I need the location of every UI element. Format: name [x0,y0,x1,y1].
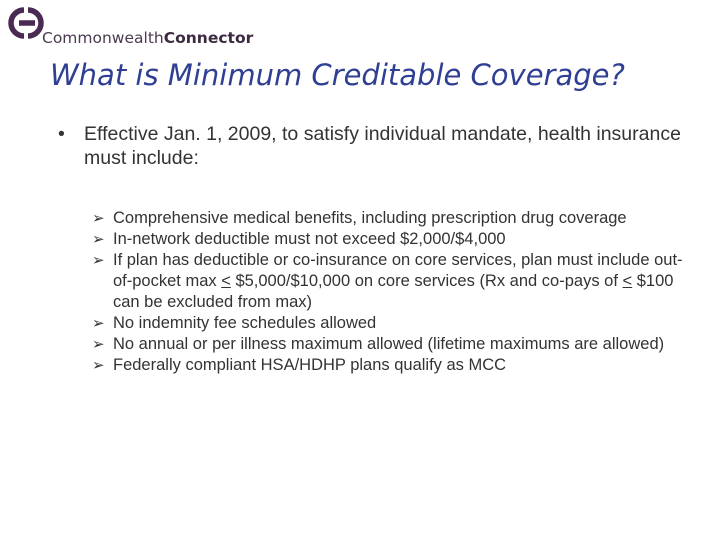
list-item-text: Comprehensive medical benefits, including prescription drug coverage [113,209,627,227]
list-item-text: No indemnity fee schedules allowed [113,314,377,332]
list-item [92,250,692,313]
list-item-text: In-network deductible must not exceed $2,000/$4,000 [113,230,506,248]
list-item [92,334,692,355]
list-item-text-c: $100 can be excluded from max) [113,272,674,311]
less-than-symbol: < [221,272,231,290]
logo-wordmark [42,29,253,47]
arrow-bullet-icon: ➢ [92,231,105,248]
list-item-text: Federally compliant HSA/HDHP plans qualify as MCC [113,356,507,374]
logo-word-connector: Connector [163,29,254,47]
arrow-bullet-icon: ➢ [92,210,105,227]
main-bullet-text: Effective Jan. 1, 2009, to satisfy individual mandate, health insurance must include: [84,123,681,169]
list-item [92,355,692,376]
slide-title: What is Minimum Creditable Coverage? [50,58,625,92]
logo-word-commonwealth: Commonwealth [42,29,164,47]
requirements-list [92,208,692,376]
list-item-text: No annual or per illness maximum allowed (lifetime maximums are allowed) [113,335,665,353]
bullet-dot-icon: • [58,123,65,145]
list-item-text-b: $5,000/$10,000 on core services (Rx and co-pays of [230,272,623,290]
list-item-text-a: If plan has deductible or co-insurance on core services, plan must include out-of-pocket max [113,251,683,290]
list-item [92,208,692,229]
arrow-bullet-icon: ➢ [92,315,105,332]
arrow-bullet-icon: ➢ [92,336,105,353]
list-item [92,229,692,250]
list-item [92,313,692,334]
commonwealth-connector-logo [0,0,270,50]
arrow-bullet-icon: ➢ [92,357,105,374]
less-than-symbol: < [622,272,633,290]
arrow-bullet-icon: ➢ [92,252,105,269]
